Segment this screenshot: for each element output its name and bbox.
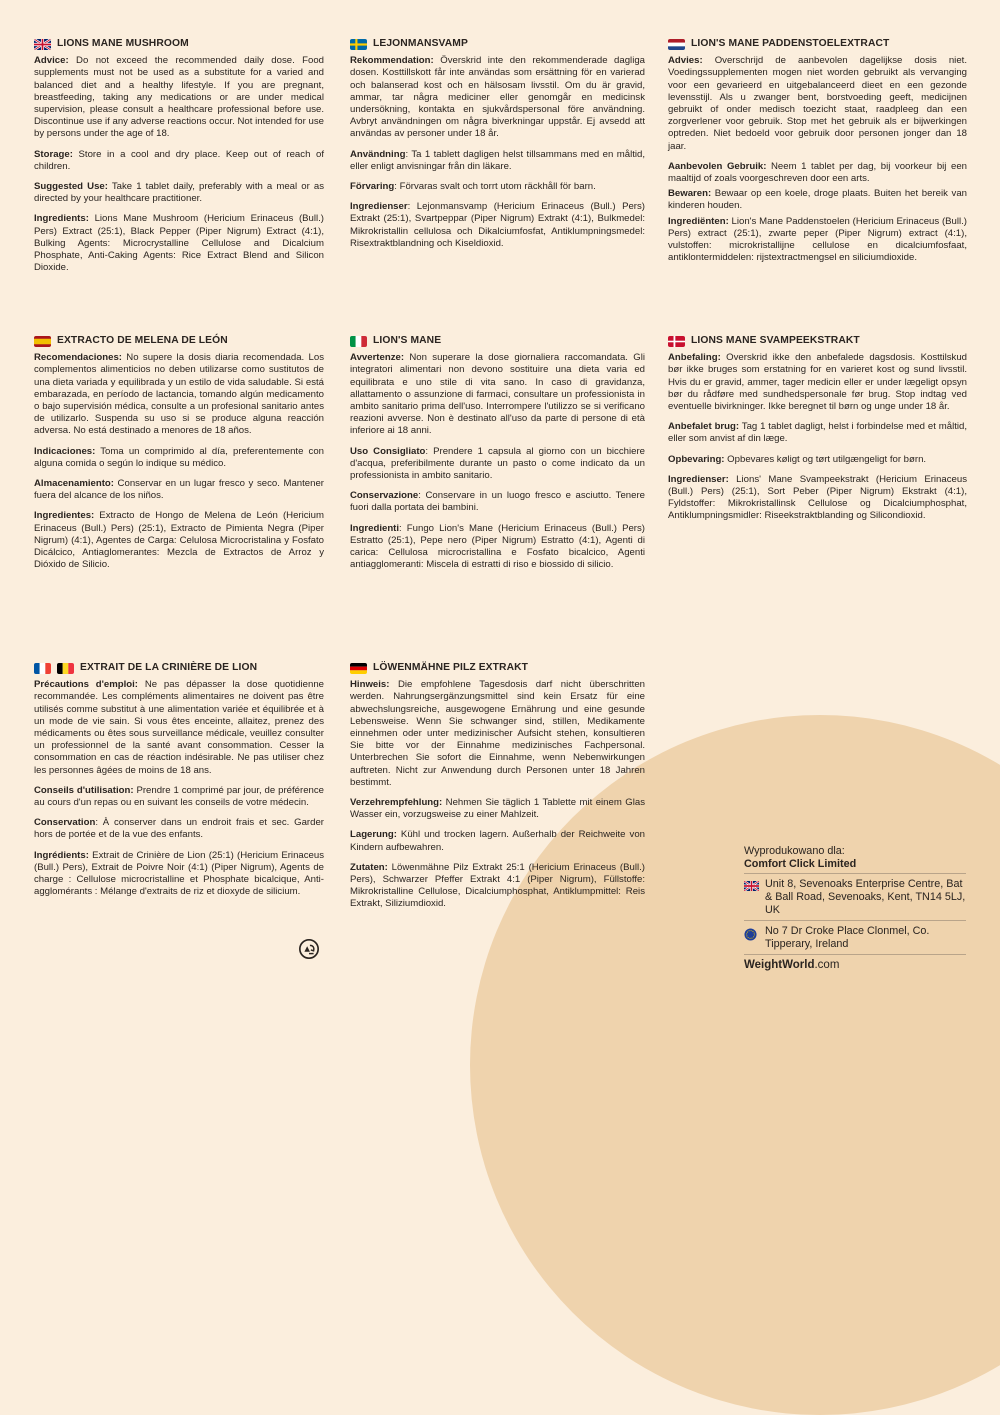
sweden-flag-icon [350,39,367,50]
ingredients-paragraph: Ingrédients: Extrait de Crinière de Lion (25:1) (Hericium Erinaceus (Bull.) Pers), Extrait de Poivre Noir (4:1) (Piper Nigrum), Agents de charge : Cellulose microcristalline et Phosphate bicalcique, Anti-agglomérants : Mélange d'extraits de riz et dioxyde de silicium. [34,849,324,898]
advice-paragraph: Hinweis: Die empfohlene Tagesdosis darf nicht überschritten werden. Nahrungsergänzungsmittel sind kein Ersatz für eine abwechslungsreiche, ausgewogene Ernährung und eine gesunde Lebensweise. Wenn Sie schwanger sind, stillen, Medikamente einnehmen oder unter medizinischer Aufsicht stehen, konsultieren Sie bitte vor der Einnahme medizinisches Fachpersonal. Unterbrechen Sie sofort die Einnahme, wenn Nebenwirkungen auftreten. Nicht zur Anwendung durch Personen unter 18 Jahren bestimmt. [350,679,645,788]
storage-paragraph: Conservazione: Conservare in un luogo fresco e asciutto. Tenere fuori dalla portata dei bambini. [350,490,645,514]
storage-paragraph: Bewaren: Bewaar op een koele, droge plaats. Buiten het bereik van kinderen houden. [668,188,967,212]
uk-flag-icon [744,878,759,895]
advice-paragraph: Recomendaciones: No supere la dosis diaria recomendada. Los complementos alimenticios no deben utilizarse como sustitutos de una dieta variada y equilibrada y un estilo de vida saludable. Si está embarazada, en período de lactancia, tomando algún medicamento o bajo supervisión médica, consulte a un profesional sanitario antes de utilizarlo. Suspenda su uso si se produce alguna reacción adversa. No está destinado a menores de 18 años. [34,352,324,437]
storage-paragraph: Opbevaring: Opbevares køligt og tørt utilgængeligt for børn. [668,453,927,465]
advice-paragraph: Advice: Do not exceed the recommended daily dose. Food supplements must not be used as a substitute for a varied and balanced diet and a healthy lifestyle. If you are pregnant, breastfeeding, taking any medications or are under medical supervision, please consult a healthcare professional before use. Discontinue use if any adverse reactions occur. Not intended for use by persons under the age of 18. [34,55,324,140]
section-english [34,38,324,282]
usage-paragraph: Aanbevolen Gebruik: Neem 1 tablet per dag, bij voorkeur bij een maaltijd of zoals voorgeschreven door een arts. [668,160,968,185]
section-french [34,662,324,906]
section-title: LEJONMANSVAMP [350,38,645,50]
italy-flag-icon [350,336,367,347]
france-flag-icon [34,663,51,674]
ingredients-paragraph: Ingredienser: Lions' Mane Svampeekstrakt (Hericium Erinaceus (Bull.) Pers) (25:1), Sort Peber (Piper Nigrum) Ekstrakt (4:1), Fyldstoffer: Mikrokristallinsk Cellulose og Dicalciumphosphat, Antiklumpningsmidler: Riseekstraktblanding og Silicondioxid. [668,473,967,522]
storage-paragraph: Conservation: À conserver dans un endroit frais et sec. Garder hors de portée et de la vue des enfants. [34,817,324,841]
eu-flag-icon [744,925,759,945]
manufacturer-header: Wyprodukowano dla: Comfort Click Limited [744,845,857,870]
usage-paragraph: Conseils d'utilisation: Prendre 1 comprimé par jour, de préférence au cours d'un repas ou en suivant les conseils de votre médecin. [34,784,325,809]
section-title: LIONS MANE MUSHROOM [34,38,324,50]
advice-paragraph: Advies: Overschrijd de aanbevolen dagelijkse dosis niet. Voedingssupplementen mogen niet worden gebruikt als vervanging voor een gevarieerd en uitgebalanceerd dieet en een gezonde levensstijl. Als u zwanger bent, borstvoeding geeft, medicijnen gebruikt of onder medisch toezicht staat, raadpleeg dan een zorgverlener voor gebruik. Stop met het gebruik als er bijwerkingen optreden. Niet bedoeld voor gebruik door personen jonger dan 18 jaar. [668,55,967,152]
storage-paragraph: Lagerung: Kühl und trocken lagern. Außerhalb der Reichweite von Kindern aufbewahren. [350,829,645,853]
section-title: EXTRAIT DE LA CRINIÈRE DE LION [34,662,324,674]
ingredients-paragraph: Ingrediënten: Lion's Mane Paddenstoelen (Hericium Erinaceus (Bull.) Pers) extract (25:1), zwarte peper (Piper Nigrum) extract (4:1), vulstoffen: microkristallijne cellulose en dicalciumfosfaat, antiklontermiddelen: rijstextractmengsel en siliciumdioxide. [668,215,967,264]
section-dutch [668,38,967,272]
ingredients-paragraph: Ingredients: Lions Mane Mushroom (Hericium Erinaceus (Bull.) Pers) Extract (25:1), Black Pepper (Piper Nigrum) Extract (4:1), Bulking Agents: Microcrystalline Cellulose and Dicalcium Phosphate, Anti-Caking Agents: Rice Extract Blend and Silicon Dioxide. [34,213,324,274]
usage-paragraph: Verzehrempfehlung: Nehmen Sie täglich 1 Tablette mit einem Glas Wasser ein, vorzugsweise zu einer Mahlzeit. [350,797,645,821]
manufacturer-info [744,845,966,972]
spain-flag-icon [34,336,51,347]
section-title: EXTRACTO DE MELENA DE LEÓN [34,335,324,347]
usage-paragraph: Indicaciones: Toma un comprimido al día, preferentemente con alguna comida o según lo indique su médico. [34,445,324,469]
uk-address: Unit 8, Sevenoaks Enterprise Centre, Bat & Ball Road, Sevenoaks, Kent, TN14 5LJ, UK [744,873,966,920]
usage-paragraph: Anbefalet brug: Tag 1 tablet dagligt, helst i forbindelse med et måltid, eller som anvist af din læge. [668,421,967,445]
storage-paragraph: Almacenamiento: Conservar en un lugar fresco y seco. Mantener fuera del alcance de los niños. [34,478,324,502]
section-title: LION'S MANE [350,335,645,347]
section-swedish [350,38,645,258]
usage-paragraph: Suggested Use: Take 1 tablet daily, preferably with a meal or as directed by your healthcare practitioner. [34,181,324,205]
advice-paragraph: Avvertenze: Non superare la dose giornaliera raccomandata. Gli integratori alimentari non devono sostituire una dieta varia ed equilibrata e uno stile di vita sano. In caso di gravidanza, allattamento o assunzione di farmaci, consultare un professionista in ambito sanitario prima dell'uso. Interrompere l'utilizzo se si verificano reazioni avverse. Non è destinato all'uso da parte di persone di età inferiore ai 18 anni. [350,352,645,437]
usage-paragraph: Användning: Ta 1 tablett dagligen helst tillsammans med en måltid, eller enligt anvisningar från din läkare. [350,148,645,172]
denmark-flag-icon [668,336,685,347]
ingredients-paragraph: Zutaten: Löwenmähne Pilz Extrakt 25:1 (Hericium Erinaceus (Bull.) Pers), Schwarzer Pfeffer Extrakt 4:1 (Piper Nigrum), Füllstoffe: Mikrokristalline Cellulose, Dicalciumphosphat, Antiklumpmittel: Reis Extrakt, Siliziumdioxid. [350,861,645,910]
germany-flag-icon [350,663,367,674]
section-title: LÖWENMÄHNE PILZ EXTRAKT [350,662,645,674]
company-name: Comfort Click Limited [744,858,857,870]
usage-paragraph: Uso Consigliato: Prendere 1 capsula al giorno con un bicchiere d'acqua, preferibilmente durante un pasto o come indicato da un professionista in ambito sanitario. [350,445,645,482]
brand-website: WeightWorld.com [744,954,966,972]
netherlands-flag-icon [668,39,685,50]
ingredients-paragraph: Ingredienti: Fungo Lion's Mane (Hericium Erinaceus (Bull.) Pers) Estratto (25:1), Pepe nero (Piper Nigrum) Estratto (4:1), Agenti di carica: Cellulosa microcristallina e Fosfato bicalcico, Agenti antiagglomeranti: Miscela di estratti di riso e biossido di silicio. [350,522,645,571]
advice-paragraph: Rekommendation: Överskrid inte den rekommenderade dagliga dosen. Kosttillskott får inte användas som ersättning för en varierad och balanserad kost och en hälsosam livsstil. Om du är gravid, ammar, tar några mediciner eller genomgår en medicinsk undersökning, kontakta en sjukvårdspersonal före användning. Avbryt användningen om några biverkningar uppstår. Ej avsedd att användas av personer under 18 år. [350,55,645,140]
storage-paragraph: Storage: Store in a cool and dry place. Keep out of reach of children. [34,148,324,172]
section-german [350,662,645,919]
recycle-icon [298,938,320,960]
section-title: LIONS MANE SVAMPEEKSTRAKT [668,335,967,347]
ingredients-paragraph: Ingredientes: Extracto de Hongo de Melena de León (Hericium Erinaceus (Bull.) Pers) (25:1), Extracto de Pimienta Negra (Piper Nigrum) (4:1), Agentes de Carga: Celulosa Microcristalina y Fosfato Dicálcico, Antiaglomerantes: Mezcla de Extractos de Arroz y Dióxido de Silicio. [34,510,324,571]
section-danish [668,335,967,531]
section-spanish [34,335,324,579]
advice-paragraph: Précautions d'emploi: Ne pas dépasser la dose quotidienne recommandée. Les compléments alimentaires ne doivent pas être utilisés comme substitut à une alimentation variée et équilibrée et à un mode de vie sain. Si vous êtes enceinte, allaitez, prenez des médicaments ou êtes sous surveillance médicale, veuillez consulter un professionnel de la santé avant consommation. Cesser la consommation en cas de réaction indésirable. Ne pas utiliser chez les personnes âgées de moins de 18 ans. [34,679,324,776]
eu-address: No 7 Dr Croke Place Clonmel, Co. Tipperary, Ireland [744,920,966,954]
advice-paragraph: Anbefaling: Overskrid ikke den anbefalede dagsdosis. Kosttilskud bør ikke bruges som erstatning for en varieret kost og sund livsstil. Hvis du er gravid, ammer, tager medicin eller er under lægeligt opsyn bør du rådføre med sundhedspersonale før brug. Stop indtag ved eventuelle bivirkninger. Ikke beregnet til børn og unge under 18 år. [668,352,967,413]
ingredients-paragraph: Ingredienser: Lejonmansvamp (Hericium Erinaceus (Bull.) Pers) Extrakt (25:1), Svartpeppar (Piper Nigrum) Extrakt (4:1), Bulkmedel: Mikrokristallin cellulosa och Dikalciumfosfat, Antiklumpningsmedel: Risextraktblandning och Kiseldioxid. [350,201,645,249]
uk-flag-icon [34,39,51,50]
belgium-flag-icon [57,663,74,674]
storage-paragraph: Förvaring: Förvaras svalt och torrt utom räckhåll för barn. [350,181,596,193]
section-italian [350,335,645,579]
section-title: LION'S MANE PADDENSTOELEXTRACT [668,38,967,50]
